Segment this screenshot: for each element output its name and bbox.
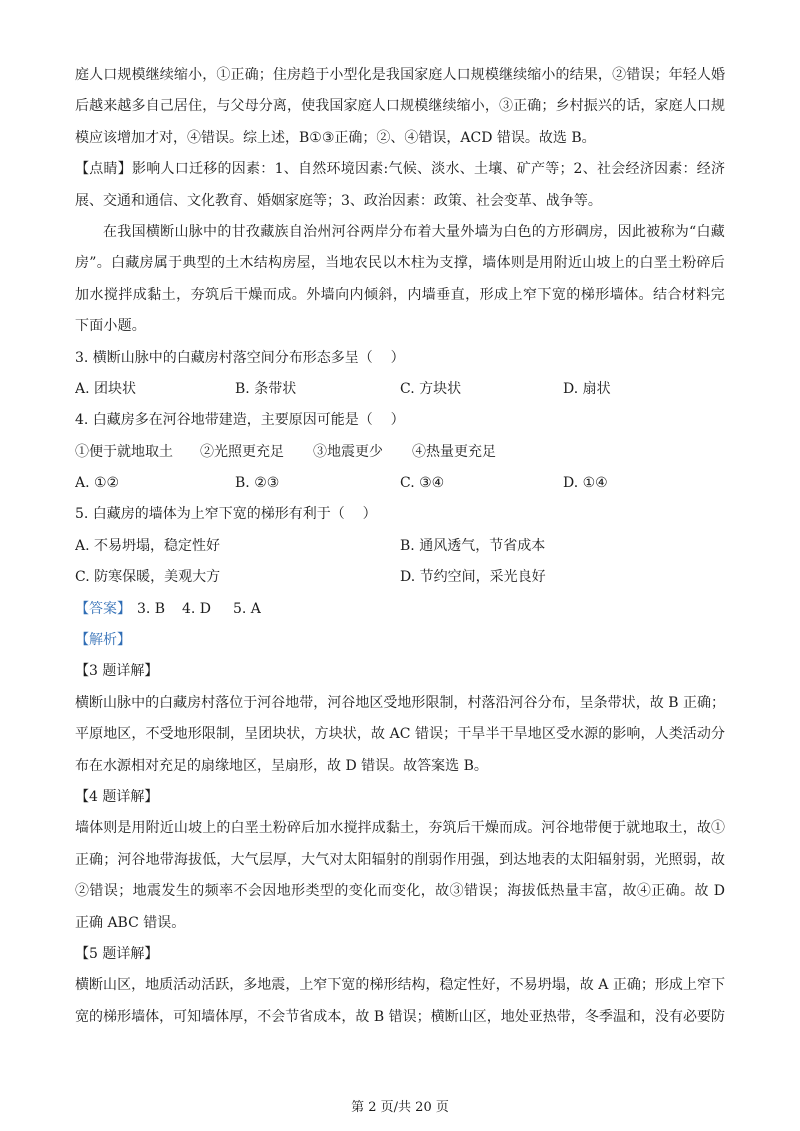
question-4-option-b: B. ②③	[235, 475, 280, 492]
question-5-option-a: A. 不易坍塌，稳定性好	[75, 537, 221, 554]
tip-line: 【点睛】影响人口迁移的因素：1、自然环境因素:气候、淡水、土壤、矿产等；2、社会经济因素：经济	[75, 161, 725, 178]
question-4-item: ④热量更充足	[412, 443, 496, 460]
detail-4-line: 正确；河谷地带海拔低，大气层厚，大气对太阳辐射的削弱作用强，到达地表的太阳辐射弱，光照弱，故	[75, 851, 725, 868]
question-3-options	[75, 374, 725, 405]
answer-value: 5. A	[233, 600, 261, 617]
question-4-item: ③地震更少	[313, 443, 383, 460]
intro-line: 庭人口规模继续缩小，①正确；住房趋于小型化是我国家庭人口规模继续缩小的结果，②错误；年轻人婚	[75, 67, 725, 83]
question-5-options-row-2	[75, 562, 725, 593]
question-5-option-b: B. 通风透气，节省成本	[400, 537, 546, 554]
question-3-stem: 3. 横断山脉中的白藏房村落空间分布形态多呈（ ）	[75, 349, 405, 366]
question-4-stem: 4. 白藏房多在河谷地带建造，主要原因可能是（ ）	[75, 412, 405, 429]
question-3-option-c: C. 方块状	[400, 380, 462, 397]
tip-line: 展、交通和通信、文化教育、婚姻家庭等；3、政治因素：政策、社会变革、战争等。	[75, 192, 602, 209]
question-4-option-c: C. ③④	[400, 475, 445, 492]
page-content	[75, 60, 725, 1033]
intro-line: 模应该增加才对，④错误。综上述，B①③正确；②、④错误，ACD 错误。故选 B。	[75, 129, 596, 146]
question-4-option-a: A. ①②	[75, 475, 120, 492]
answer-line	[75, 594, 725, 625]
answer-label: 【答案】	[75, 600, 131, 617]
question-4-option-d: D. ①④	[563, 475, 608, 492]
page-number: 第 2 页/共 20 页	[351, 1100, 449, 1115]
answer-value: 3. B	[137, 600, 166, 617]
passage-line: 加水搅拌成黏土，夯筑后干燥而成。外墙向内倾斜，内墙垂直，形成上窄下宽的梯形墙体。结合材料完	[75, 286, 725, 303]
question-3-option-a: A. 团块状	[75, 380, 137, 397]
question-5-option-d: D. 节约空间，采光良好	[400, 569, 546, 586]
detail-3-line: 横断山脉中的白藏房村落位于河谷地带，河谷地区受地形限制，村落沿河谷分布，呈条带状，故 B 正确；	[75, 694, 725, 711]
question-5-stem: 5. 白藏房的墙体为上窄下宽的梯形有利于（ ）	[75, 506, 377, 523]
detail-4-title: 【4 题详解】	[75, 788, 159, 805]
question-4-item: ①便于就地取土	[75, 443, 173, 460]
passage-line: 下面小题。	[75, 318, 146, 335]
answer-value: 4. D	[182, 600, 212, 617]
question-4-options	[75, 468, 725, 499]
question-5-option-c: C. 防寒保暖，美观大方	[75, 569, 221, 586]
detail-3-title: 【3 题详解】	[75, 663, 159, 680]
detail-3-line: 平原地区，不受地形限制，呈团块状，方块状，故 AC 错误；干旱半干旱地区受水源的影响，人类活动分	[75, 726, 725, 743]
question-4-item: ②光照更充足	[200, 443, 284, 460]
detail-5-line: 横断山区，地质活动活跃，多地震，上窄下宽的梯形结构，稳定性好，不易坍塌，故 A 正确；形成上窄下	[75, 977, 725, 994]
detail-3-line: 布在水源相对充足的扇缘地区，呈扇形，故 D 错误。故答案选 B。	[75, 757, 488, 774]
intro-line: 后越来越多自己居住，与父母分离，使我国家庭人口规模继续缩小，③正确；乡村振兴的话，家庭人口规	[75, 98, 725, 115]
detail-5-line: 宽的梯形墙体，可知墙体厚，不会节省成本，故 B 错误；横断山区，地处亚热带，冬季温和，没有必要防	[75, 1008, 725, 1025]
detail-4-line: 墙体则是用附近山坡上的白垩土粉碎后加水搅拌成黏土，夯筑后干燥而成。河谷地带便于就地取土，故①	[75, 820, 725, 837]
passage-line: 在我国横断山脉中的甘孜藏族自治州河谷两岸分布着大量外墙为白色的方形碉房，因此被称为“白藏	[103, 223, 725, 240]
question-4-items	[75, 437, 725, 468]
detail-4-line: 正确 ABC 错误。	[75, 914, 186, 931]
analysis-label: 【解析】	[75, 632, 131, 649]
question-3-option-b: B. 条带状	[235, 380, 297, 397]
detail-4-line: ②错误；地震发生的频率不会因地形类型的变化而变化，故③错误；海拔低热量丰富，故④正确。故 D	[75, 883, 725, 900]
question-5-options-row-1	[75, 531, 725, 562]
detail-5-title: 【5 题详解】	[75, 945, 159, 962]
passage-line: 房”。白藏房属于典型的土木结构房屋，当地农民以木柱为支撑，墙体则是用附近山坡上的白垩土粉碎后	[75, 255, 725, 272]
question-3-option-d: D. 扇状	[563, 380, 611, 397]
